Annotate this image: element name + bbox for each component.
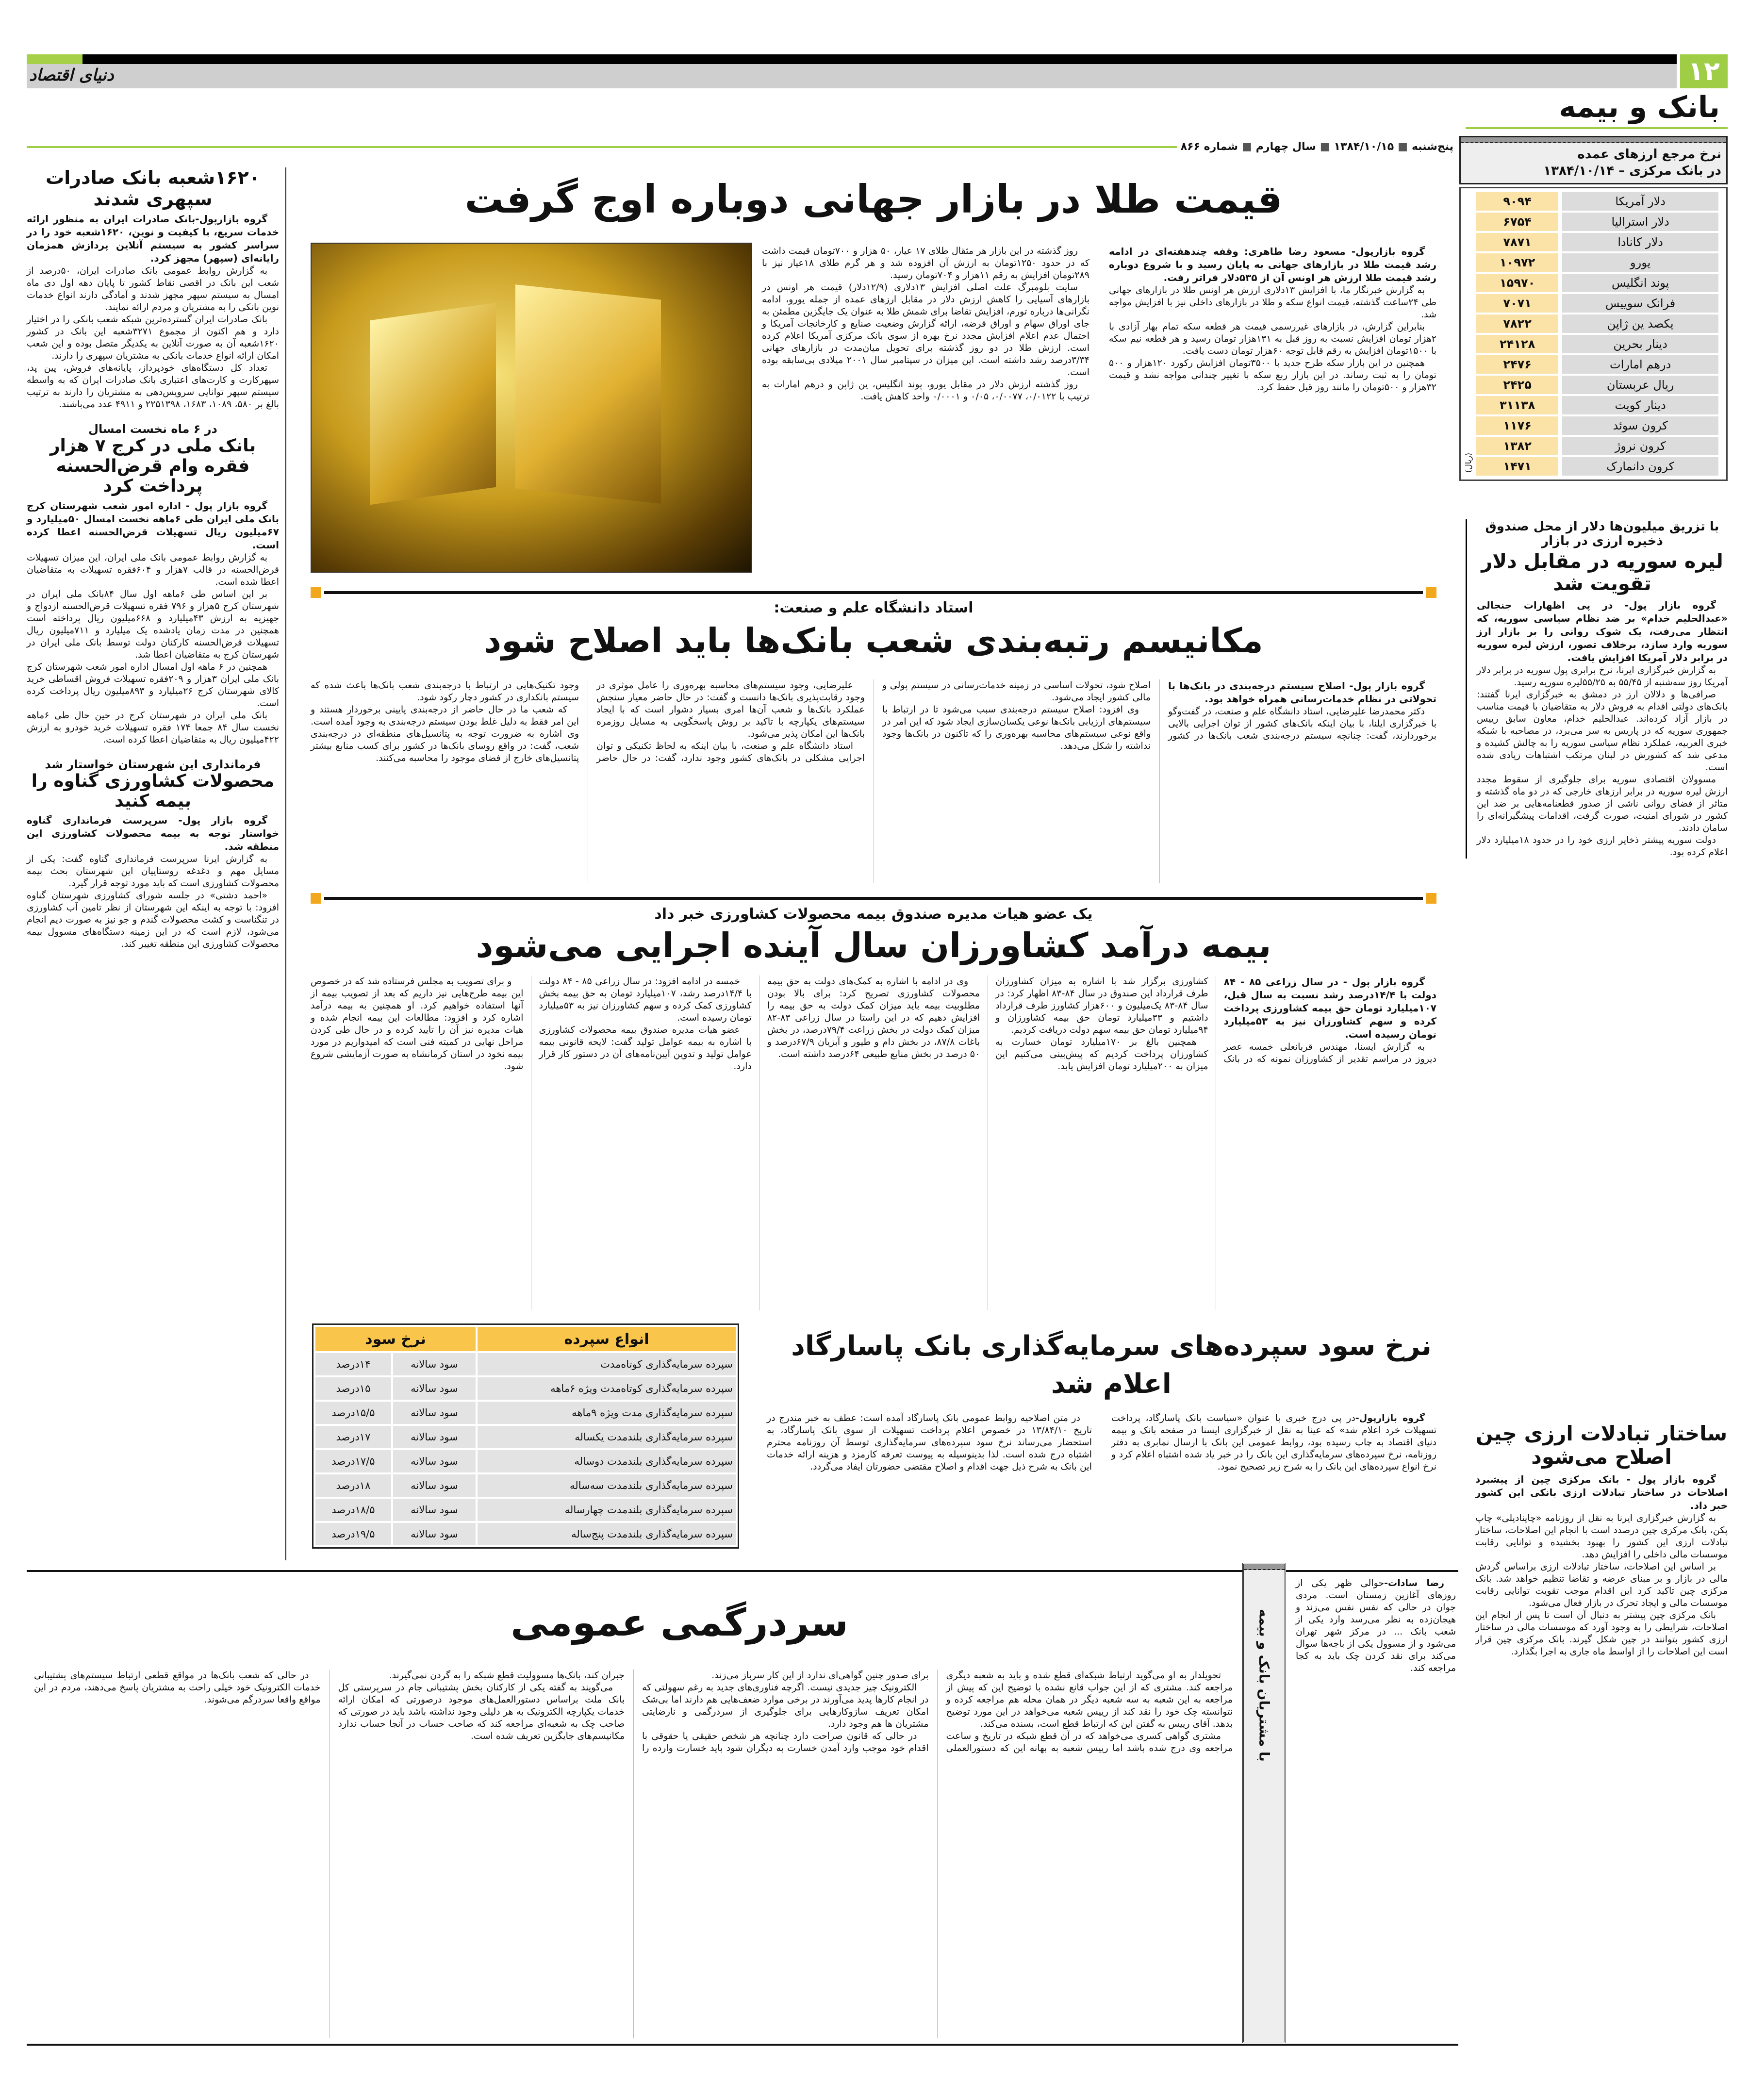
paragraph: که شعب ما در حال حاضر از درجه‌بندی پایینی برخوردار هستند و این امر فقط به دلیل غلط بودن سیستم درجه‌بندی به وجود آمده است. وی اشاره به ضرورت توجه به پتانسیل‌های منطقه‌ای در درجه‌بندی شعب، گفت: در واقع روسای بانک‌ها در کشور برای کسب منابع بیشتر پتانسیل‌های خارج از فضای موجود را محاسبه می‌کنند. — [311, 704, 579, 763]
rate-row — [1476, 274, 1718, 292]
paragraph: دکتر محمدرضا علیرضایی، استاد دانشگاه علم و صنعت، در گفت‌وگو با خبرگزاری ایلنا، با بیان اینکه بانک‌های کشور از توان اجرایی بالایی برخوردارند، گفت: چنانچه سیستم درجه‌بندی شعب بانک‌ها در کشور اصلاح شود، تحولات اساسی در زمینه خدمات‌رسانی در سیستم پولی و مالی کشور ایجاد می‌شود. — [882, 680, 1436, 741]
pasargad-lead-label: گروه بازارپول- — [1355, 1413, 1425, 1423]
deposit-period: سود سالانه — [393, 1426, 476, 1448]
paragraph: می‌گویند به گفته یکی از کارکنان بخش پشتیبانی جام در سرپرستی کل بانک ملت براساس دستورالعمل‌های موجود درصورتی که امکان ارائه خدمات یکپارچه الکترونیک به هر دلیلی وجود نداشته باشد باید در صورتی که صاحب چک به شعبه‌ای مراجعه کند که صاحب حساب در آنجا حساب ندارد مکانیسم‌های جایگزین تعریف شده است. — [338, 1682, 625, 1741]
pasargad-paragraphs — [767, 1412, 1092, 1473]
rate-row — [1476, 213, 1718, 231]
newspaper-logo: دنیای اقتصاد — [29, 66, 114, 85]
rates-subtitle: در بانک مرکزی – ۱۳۸۴/۱۰/۱۴ — [1543, 164, 1721, 178]
paragraph: در متن اصلاحیه روابط عمومی بانک پاسارگاد آمده است: عطف به خبر مندرج در تاریخ ۱۳/۸۴/۱۰ در خصوص اعلام پرداخت تسهیلات از سوی بانک پاسارگاد، به استحضار می‌رساند نرخ سود سپرده‌های سرمایه‌گذاری توسط آن روزنامه محترم اشتباه درج شده است. لذا بدینوسیله به پیوست تعرفه کارمزد و هزینه ارائه خدمات این بانک به شرح ذیل جهت اقدام و اصلاح مقتضی حضورتان ایفاد می‌گردد. — [767, 1413, 1092, 1472]
currency-name: دلار آمریکا — [1562, 192, 1718, 211]
currency-name: درهم امارات — [1562, 355, 1718, 374]
ranking-headline: مکانیسم رتبه‌بندی شعب بانک‌ها باید اصلاح شود — [484, 621, 1263, 661]
currency-name: پوند انگلیس — [1562, 274, 1718, 292]
rates-title: نرخ مرجع ارزهای عمده — [1577, 147, 1721, 162]
ranking-lead: گروه بازار پول- اصلاح سیستم درجه‌بندی در بانک‌ها با تحولاتی در نظام خدمات‌رسانی همراه خواهد بود. — [1168, 680, 1436, 705]
rates-unit: (ریال) — [1464, 452, 1473, 473]
currency-name: دینار کویت — [1562, 396, 1718, 414]
currency-name: یکصد ین ژاپن — [1562, 314, 1718, 333]
confusion-side-label-box — [1242, 1563, 1286, 2043]
deposit-type: سپرده سرمایه‌گذاری کوتاه‌مدت ویژه ۶ماهه — [478, 1377, 736, 1400]
paragraph: «احمد دشتی» در جلسه شورای کشاورزی شهرستان گناوه افزود: با توجه به اینکه این شهرستان از نظر تامین آب کشاورزی در تنگناست و کشت محصولات گندم و جو نیز به صورت دیم انجام می‌شود، لازم است که در این زمینه دستگاه‌های مسوول بیمه محصولات کشاورزی این منطقه تغییر کند. — [27, 890, 279, 950]
china-body — [1475, 1512, 1728, 1658]
article-syria — [1466, 519, 1728, 859]
deposit-rate: ۱۹/۵درصد — [315, 1523, 391, 1545]
deposit-period: سود سالانه — [393, 1474, 476, 1497]
dateline-year: سال چهارم — [1255, 141, 1316, 153]
deposit-rate: ۱۵درصد — [315, 1377, 391, 1400]
paragraph: علیرضایی، وجود سیستم‌های محاسبه بهره‌وری را عامل موثری در وجود رقابت‌پذیری بانک‌ها دانست و گفت: در حال حاضر معیار سنجش عملکرد بانک‌ها و شعب آن‌ها امری بسیار دشوار است که با ایجاد سیستم‌های یکپارچه با تاکید بر روش پاسخگویی به مسایل روزمره بانک‌ها این امکان پذیر می‌شود. — [596, 680, 865, 739]
pasargad-body — [767, 1412, 1436, 1555]
deposit-rate: ۱۷/۵درصد — [315, 1450, 391, 1472]
deposit-period: سود سالانه — [393, 1450, 476, 1472]
deposit-type: سپرده سرمایه‌گذاری بلندمدت یکساله — [478, 1426, 736, 1448]
ranking-kicker: استاد دانشگاه علم و صنعت: — [774, 599, 974, 616]
melli-body — [27, 552, 279, 746]
deposit-type: سپرده سرمایه‌گذاری بلندمدت دوساله — [478, 1450, 736, 1472]
rate-row — [1476, 437, 1718, 455]
dateline: پنج‌شنبه ■ ۱۳۸۴/۱۰/۱۵ ■ سال چهارم ■ شماره ۸۶۶ — [27, 141, 1453, 153]
currency-rate: ۹۰۹۴ — [1476, 192, 1558, 211]
deposit-row — [315, 1450, 736, 1472]
paragraph: به گزارش روابط عمومی بانک ملی ایران، این میزان تسهیلات قرض‌الحسنه در قالب ۷هزار و ۶۰۴فقره تسهیلات به متقاضیان اعطا شده است. — [27, 552, 279, 587]
paragraph: وی در ادامه با اشاره به کمک‌های دولت به حق بیمه محصولات کشاورزی تصریح کرد: برای بالا بودن مطلوبیت بیمه باید میزان کمک دولت به حق بیمه را افزایش دهیم که در این راستا در سال زراعی ۸۳-۸۲ میزان کمک دولت در بخش زراعت ۷۹/۴درصد، در بخش باغات ۸۷/۸، در بخش دام و طیور و آبزیان ۶۷/۹درصد و ۵۰ درصد در بخش منابع طبیعی ۶۴درصد داشته است. — [767, 976, 980, 1059]
saderat-body — [27, 265, 279, 411]
insurance-headline: بیمه درآمد کشاورزان سال آینده اجرایی می‌شود — [476, 926, 1271, 965]
paragraph: و برای تصویب به مجلس فرستاده شد که در خصوص این بیمه طرح‌هایی نیز داریم که بعد از تصویب بیمه از آنها استفاده خواهیم کرد. او همچنین به بیمه درآمد اشاره کرد و افزود: مطالعات این بیمه انجام شده و هیات مدیره نیز آن را تایید کرده و در حال طی کردن مراحل نهایی در کمیته فنی است که امیدواریم در مورد بیمه نخود در استان کرمانشاه به صورت آزمایشی شروع شود. — [311, 976, 524, 1072]
saderat-lead: گروه بازارپول-بانک صادرات ایران به منظور ارائه خدمات سریع، با کیفیت و نوین، ۱۶۲۰شعبه خود را در سراسر کشور به سیستم آنلاین پردازش همزمان رایانه‌ای (سپهر) مجهز کرد. — [27, 213, 279, 265]
deposit-row — [315, 1499, 736, 1521]
confusion-lead-column — [1296, 1577, 1456, 1674]
deposit-period: سود سالانه — [393, 1377, 476, 1400]
china-headline: ساختار تبادلات ارزی چین اصلاح می‌شود — [1475, 1422, 1728, 1469]
left-column — [27, 167, 279, 950]
paragraph: بر اساس این اصلاحات، ساختار تبادلات ارزی براساس گردش مالی در بازار و بر مبنای عرضه و تقاضا تنظیم خواهد شد. بانک مرکزی چین تاکید کرد این اقدام موجب تقویت توانایی رقابت موسسات مالی و ایجاد تحرک در بازار فعال می‌شود. — [1475, 1561, 1728, 1608]
insurance-body — [311, 976, 1436, 1310]
currency-rate: ۷۰۷۱ — [1476, 294, 1558, 313]
left-divider — [285, 167, 286, 1560]
ganaveh-headline: محصولات کشاورزی گناوه را بیمه کنید — [31, 771, 275, 811]
currency-rate: ۳۱۱۳۸ — [1476, 396, 1558, 414]
paragraph: به گزارش روابط عمومی بانک صادرات ایران، ۵۰درصد از شعب این بانک در اقصی نقاط کشور تا پایان دهه اول دی ماه امسال به سیستم سپهر مجهز شدند و آمادگی دارند انواع خدمات نوین بانکی را به مشتریان و مردم ارائه نمایند. — [27, 265, 279, 313]
melli-lead: گروه بازار پول - اداره امور شعب شهرستان کرج بانک ملی ایران طی ۶ماهه نخست امسال ۵۰میلیارد و ۶۷میلیون ریال تسهیلات قرض‌الحسنه اعطا کرده است. — [27, 499, 279, 551]
deposit-period: سود سالانه — [393, 1499, 476, 1521]
china-lead: گروه بازار پول - بانک مرکزی چین از پیشبرد اصلاحات در ساختار تبادلات ارزی بانکی این کشور خبر داد. — [1475, 1473, 1728, 1511]
saderat-headline: ۱۶۲۰شعبه بانک صادرات سپهری شدند — [46, 167, 260, 210]
deposit-type: سپرده سرمایه‌گذاری مدت ویژه ۹ماهه — [478, 1402, 736, 1424]
dateline-issue: شماره ۸۶۶ — [1180, 141, 1238, 153]
page-number: ۱۲ — [1680, 54, 1728, 88]
rates-box — [1459, 136, 1728, 184]
currency-name: کرون دانمارک — [1562, 457, 1718, 476]
gray-band — [27, 64, 1677, 88]
currency-rate: ۱۳۸۲ — [1476, 437, 1558, 455]
paragraph: به گزارش ایرنا سرپرست فرمانداری گناوه گفت: یکی از مسایل مهم و دغدغه روستاییان این شهرستان بحث بیمه محصولات کشاورزی است که باید مورد توجه قرار گیرد. — [27, 854, 279, 889]
rate-row — [1476, 416, 1718, 435]
paragraph: مسوولان اقتصادی سوریه برای جلوگیری از سقوط مجدد ارزش لیره سوریه در برابر ارزهای خارجی که در دو ماه گذشته و متاثر از فضای روانی ناشی از صدور قطعنامه‌هایی بر ضد این کشور در شورای امنیت، صورت گرفت، اقدامات پیشگیرانه‌ای را سامان دادند. — [1477, 774, 1728, 833]
syria-lead: گروه بازار پول- در پی اظهارات جنجالی «عبدالحلیم خدام» بر ضد نظام سیاسی سوریه، که انتظار می‌رفت، یک شوک روانی را بر بازار ارز سوریه وارد سازد، برخلاف تصور، ارزش لیره سوریه در برابر دلار آمریکا افزایش یافت. — [1477, 599, 1728, 663]
paragraph: بنابراین گزارش، در بازارهای غیررسمی قیمت هر قطعه سکه تمام بهار آزادی با ۲هزار تومان افزایش نسبت به روز قبل به ۱۳۱هزار تومان رسید و هر قطعه نیم سکه با ۱۵۰۰تومان افزایش به رقم قابل توجه ۶۰هزار تومان دست یافت. — [1109, 321, 1436, 356]
paragraph: بانک ملی ایران در شهرستان کرج در حین حال طی ۶ماهه نخست سال ۸۴ جمعا ۱۷۴ فقره تسهیلات خرید خودرو به ارزش ۴۲۲میلیون ریال به متقاضیان اعطا کرده است. — [27, 710, 279, 745]
currency-rate: ۲۴۲۵ — [1476, 376, 1558, 394]
top-bar-accent — [27, 54, 82, 64]
gold-body — [762, 245, 1436, 575]
paragraph: بانک مرکزی چین پیشتر به دنبال آن است تا پس از انجام این اصلاحات، شرایطی را به وجود آورد که موسسات مالی در ساختار ارزی کشور بتوانند در چین شکل گیرند. بانک مرکزی چین قرار است این اصلاحات را از اواسط ماه جاری به اجرا بگذارد. — [1475, 1609, 1728, 1657]
currency-rate: ۷۸۷۱ — [1476, 233, 1558, 251]
paragraph: خمسه در ادامه افزود: در سال زراعی ۸۵ - ۸۴ دولت با ۱۴/۴درصد رشد، ۱۰۷میلیارد تومان به حق بیمه بخش کشاورزی کمک کرده و سهم کشاورزان نیز به ۵۳میلیارد تومان رسیده است. — [539, 976, 752, 1023]
insurance-kicker: یک عضو هیات مدیره صندوق بیمه محصولات کشاورزی خبر داد — [654, 906, 1093, 923]
currency-name: کرون نروژ — [1562, 437, 1718, 455]
deposit-type: سپرده سرمایه‌گذاری کوتاه‌مدت — [478, 1353, 736, 1375]
deposit-row — [315, 1523, 736, 1545]
confusion-headline: سردرگمی عمومی — [511, 1601, 848, 1645]
deposit-type: سپرده سرمایه‌گذاری بلندمدت سه‌ساله — [478, 1474, 736, 1497]
gold-lead: گروه بازارپول- مسعود رضا طاهری: وقفه چندهفته‌ای در ادامه رشد قیمت طلا در بازارهای جهانی به پایان رسید و با شروع دوباره رشد قیمت طلا ارزش هر اونس آن از ۵۳۵دلار فراتر رفت. — [1109, 246, 1436, 283]
rate-row — [1476, 355, 1718, 374]
paragraph: به گزارش خبرگزاری ایرنا، نرخ برابری پول سوریه در برابر دلار آمریکا روز سه‌شنبه از ۵۵/۴۵ به ۵۵/۲۵لیره سوریه رسید. — [1477, 665, 1728, 688]
deposit-type: سپرده سرمایه‌گذاری بلندمدت پنج‌ساله — [478, 1523, 736, 1545]
paragraph: صرافی‌ها و دلالان ارز در دمشق به خبرگزاری ایرنا گفتند: بانک‌های دولتی اقدام به فروش دلار به متقاضیان با قیمت مناسب در بازار آزاد کرده‌اند. عبدالحلیم خدام، معاون سابق رییس جمهوری سوریه که در پاریس به سر می‌برد، در مصاحبه با شبکه خبری العربیه، عملکرد نظام سیاسی سوریه را به چالش کشیده و مدعی شد که کشورش در لبنان مرتکب اشتباهات زیادی شده است. — [1477, 689, 1728, 773]
paragraph: استاد دانشگاه علم و صنعت، با بیان اینکه به لحاظ تکنیکی و توان اجرایی مشکلی در بانک‌های کشور وجود ندارد، گفت: در حال حاضر وجود تکنیک‌هایی در ارتباط با درجه‌بندی شعب بانک‌ها باعث شده که سیستم بانکداری در کشور دچار رکود شود. — [311, 680, 865, 763]
rate-row — [1476, 335, 1718, 353]
ganaveh-lead: گروه بازار پول- سرپرست فرمانداری گناوه خواستار توجه به بیمه محصولات کشاورزی این منطقه شد. — [27, 814, 279, 853]
paragraph: مشتری گواهی کسری می‌خواهد که در آن قطع شبکه در تاریخ و ساعت مراجعه وی درج شده باشد اما رییس شعبه به بهانه این که دستورالعملی برای صدور چنین گواهی‌ای ندارد از این کار سرباز می‌زند. — [711, 1670, 1233, 1753]
ganaveh-body — [27, 853, 279, 950]
currency-rate: ۱۵۹۷۰ — [1476, 274, 1558, 292]
deposit-row — [315, 1377, 736, 1400]
currency-name: یورو — [1562, 253, 1718, 272]
deposit-period: سود سالانه — [393, 1523, 476, 1545]
insurance-lead: گروه بازار پول - در سال زراعی ۸۵ - ۸۴ دولت با ۱۴/۴درصد رشد نسبت به سال قبل، ۱۰۷میلیارد تومان حق بیمه کشاورزی پرداخت کرده و سهم کشاورزان نیز به ۵۳میلیارد تومان رسیده است. — [1223, 976, 1437, 1040]
confusion-lead: حوالی ظهر یکی از روزهای آغازین زمستان است. مردی جوان در حالی که نفس نفس می‌زند و هیجان‌زده به نظر می‌رسد وارد یکی از شعب بانک ... در مرکز شهر تهران می‌شود و از مسوول یکی از باجه‌ها سوال می‌کند برای نقد کردن چک باید به کجا مراجعه کند. — [1296, 1578, 1456, 1673]
paragraph: روز گذشته در این بازار هر مثقال طلای ۱۷ عیار، ۵۰ هزار و ۷۰۰تومان قیمت داشت که در حدود ۱۲۵۰تومان به ارزش آن افزوده شد و هر گرم طلای ۱۸عیار نیز با ۲۸۹تومان افزایش به رقم ۱۱هزار و ۷۰۴تومان رسید. — [762, 246, 1090, 281]
pasargad-lead: در پی درج خبری با عنوان «سیاست بانک پاسارگاد، پرداخت تسهیلات خرد اعلام شد» که عینا به نقل از خبرگزاری ایسنا در صفحه بانک و بیمه دنیای اقتصاد به چاپ رسیده بود، روابط عمومی این بانک با ارسال نمابری به دفتر روزنامه، نرخ سپرده‌های سرمایه‌گذاری این بانک را در خبر یاد شده اشتباه اعلام کرد و نرخ انواع سپرده‌های این بانک را به شرح زیر تصحیح نمود. — [1111, 1413, 1436, 1472]
dateline-date: ۱۳۸۴/۱۰/۱۵ — [1334, 141, 1394, 153]
syria-body — [1477, 664, 1728, 859]
currency-name: دلار کانادا — [1562, 233, 1718, 251]
deposit-rate: ۱۴درصد — [315, 1353, 391, 1375]
dateline-day: پنج‌شنبه — [1411, 141, 1453, 153]
paragraph: الکترونیک چیز جدیدی نیست. اگرچه فناوری‌های جدید به رغم سهولتی که در انجام کارها پدید می‌آورند در برخی موارد ضعف‌هایی هم دارند اما بی‌شک امکان تعریف سازوکارهایی برای جلوگیری از سردرگمی و نارضایتی مشتریان ها هم وجود دارد. — [642, 1682, 929, 1729]
currency-rate: ۶۷۵۴ — [1476, 213, 1558, 231]
currency-rate: ۱۱۷۶ — [1476, 416, 1558, 435]
syria-kicker: با تزریق میلیون‌ها دلار از محل صندوق ذخیره ارزی در بازار — [1485, 519, 1719, 548]
deposit-row — [315, 1402, 736, 1424]
deposit-rate: ۱۸/۵درصد — [315, 1499, 391, 1521]
paragraph: روز گذشته ارزش دلار در مقابل یورو، پوند انگلیس، ین ژاپن و درهم امارات به ترتیب با ۰/۰۱۲۲، ۰/۰۰۷۷، ۰/۰۵ و ۰/۰۰۰۱ واحد کاهش یافت. — [762, 379, 1089, 402]
section-divider — [311, 587, 1436, 598]
top-bar — [27, 54, 1677, 64]
paragraph: دولت سوریه پیشتر ذخایر ارزی خود را در حدود ۱۸میلیارد دلار اعلام کرده بود. — [1477, 835, 1728, 858]
rate-row — [1476, 253, 1718, 272]
paragraph: تحویلدار به او می‌گوید ارتباط شبکه‌ای قطع شده و باید به شعبه دیگری مراجعه کند. مشتری که از این جواب قانع نشده با توضیح این که پیش از مراجعه به این شعبه به سه شعبه دیگر در همان محله هم مراجعه کرده و نتوانسته چک خود را نقد کند از رییس شعبه می‌خواهد در این مورد توضیح بدهد. آقای رییس به گفتن این که ارتباط قطع است، بسنده می‌کند. — [946, 1670, 1233, 1729]
section-divider — [311, 893, 1436, 904]
rates-table — [1459, 187, 1728, 481]
deposit-row — [315, 1353, 736, 1375]
syria-headline: لیره سوریه در مقابل دلار تقویت شد — [1481, 550, 1723, 595]
deposit-rate-header: نرخ سود — [315, 1327, 476, 1351]
rate-row — [1476, 233, 1718, 251]
currency-rate: ۱۴۷۱ — [1476, 457, 1558, 476]
currency-name: فرانک سوییس — [1562, 294, 1718, 313]
currency-rate: ۱۰۹۷۲ — [1476, 253, 1558, 272]
deposit-period: سود سالانه — [393, 1402, 476, 1424]
rate-row — [1476, 396, 1718, 414]
melli-headline: بانک ملی در کرج ۷ هزار فقره وام قرض‌الحسنه پرداخت کرد — [50, 436, 256, 496]
paragraph: به گزارش ایسنا، مهندس قربانعلی خمسه عصر دیروز در مراسم تقدیر از کشاورزان نمونه که در بانک کشاورزی برگزار شد با اشاره به میزان کشاورزان طرف قرارداد این صندوق در سال ۸۴-۸۳ اظهار کرد: در سال ۸۴-۸۳ یک‌میلیون و ۶۰۰هزار کشاورز طرف قرارداد داشتیم و ۳۳میلیارد تومان حق بیمه کشاورزان و ۹۴میلیارد تومان حق بیمه سهم دولت دریافت کردیم. — [995, 976, 1436, 1064]
rate-row — [1476, 314, 1718, 333]
currency-name: دلار استرالیا — [1562, 213, 1718, 231]
paragraph: در حالی که شعب بانک‌ها در مواقع قطعی ارتباط سیستم‌های پشتیبانی خدمات الکترونیک خود خیلی راحت به مشتریان پاسخ می‌دهند، مردم در این مواقع واقعا سردرگم می‌شوند. — [34, 1670, 321, 1705]
deposit-rate: ۱۵/۵درصد — [315, 1402, 391, 1424]
currency-name: کرون سوئد — [1562, 416, 1718, 435]
rate-row — [1476, 192, 1718, 211]
deposit-type: سپرده سرمایه‌گذاری بلندمدت چهارساله — [478, 1499, 736, 1521]
section-title: بانک و بیمه — [1559, 90, 1720, 124]
ganaveh-kicker: فرمانداری این شهرستان خواستار شد — [45, 757, 261, 771]
rate-row — [1476, 376, 1718, 394]
confusion-paragraphs — [34, 1670, 1233, 1754]
confusion-byline: رضا سادات- — [1384, 1578, 1444, 1588]
deposit-row — [315, 1474, 736, 1497]
paragraph: همچنین در ۶ ماهه اول امسال اداره امور شعب شهرستان کرج بانک ملی ایران ۳هزار و ۲۰۹فقره تسهیلات فروش اقساطی خرید کالای شهرستان کرج ۲۶میلیارد و ۸۹۳میلیون ریال پرداخت کرده است. — [27, 661, 279, 709]
gold-bars-image — [311, 243, 752, 573]
gold-headline: قیمت طلا در بازار جهانی دوباره اوج گرفت — [464, 177, 1283, 222]
deposit-row — [315, 1426, 736, 1448]
deposit-rate: ۱۷درصد — [315, 1426, 391, 1448]
paragraph: به گزارش خبرنگار ما، با افزایش ۱۳دلاری ارزش هر اونس طلا در بازارهای جهانی طی ۲۴ساعت گذشته، قیمت انواع سکه و طلا در بازارهای داخلی نیز با افزایش مواجه شد. — [1109, 285, 1437, 320]
paragraph: همچنین بالغ بر ۱۷۰میلیارد تومان خسارت به کشاورزان پرداخت کردیم که پیش‌بینی می‌کنیم این میزان به ۲۰۰میلیارد تومان افزایش یابد. — [995, 1037, 1208, 1072]
paragraph: بانک صادرات ایران گسترده‌ترین شبکه شعب بانکی را در اختیار دارد و هم اکنون از مجموع ۳۲۷۱شعبه این بانک در کشور ۱۶۲۰شعبه آن به صورت آنلاین به یکدیگر متصل بوده و این شعب امکان ارائه انواع خدمات بانکی به مشتریان سپهری را دارند. — [27, 314, 280, 362]
pasargad-headline: نرخ سود سپرده‌های سرمایه‌گذاری بانک پاسارگاد اعلام شد — [791, 1330, 1432, 1400]
confusion-side-label: با مشتریان بانک و بیمه — [1256, 1609, 1272, 1762]
confusion-body — [34, 1670, 1233, 2038]
currency-name: ریال عربستان — [1562, 376, 1718, 394]
paragraph: وی افزود: اصلاح سیستم درجه‌بندی سبب می‌شود تا در ارتباط با سیستم‌های ارزیابی بانک‌ها نوعی یکسان‌سازی ایجاد شود که این امر در واقع نوعی سیستم‌های محاسبه بهره‌وری را که تاکنون در بانک‌ها وجود نداشته را شکل می‌دهد. — [882, 704, 1151, 751]
deposit-period: سود سالانه — [393, 1353, 476, 1375]
currency-rate: ۷۸۲۲ — [1476, 314, 1558, 333]
rate-row — [1476, 294, 1718, 313]
deposit-type-header: انواع سپرده — [478, 1327, 736, 1351]
paragraph: عضو هیات مدیره صندوق بیمه محصولات کشاورزی با اشاره به بیمه عوامل تولید گفت: لایحه قانونی بیمه عوامل تولید و تدوین آیین‌نامه‌های آن در دستور کار قرار دارد. — [539, 1025, 752, 1072]
rate-row — [1476, 457, 1718, 476]
paragraph: در حالی که قانون صراحت دارد چنانچه هر شخص حقیقی یا حقوقی با اقدام خود موجب وارد آمدن خسارت به دیگران شود باید خسارت وارده را جبران کند، بانک‌ها مسوولیت قطع شبکه را به گردن نمی‌گیرند. — [389, 1670, 929, 1753]
paragraph: به گزارش خبرگزاری ایرنا به نقل از روزنامه «چاینادیلی» چاپ پکن، بانک مرکزی چین درصدد است با انجام این اصلاحات، ساختار تبادلات ارزی این کشور را بهبود بخشیده و توانایی رقابت موسسات مالی داخلی را افزایش دهد. — [1475, 1512, 1728, 1560]
section-rule — [1466, 127, 1728, 129]
article-china — [1466, 1422, 1728, 1658]
paragraph: بر این اساس طی ۶ماهه اول سال ۸۴بانک ملی ایران در شهرستان کرج ۵هزار و ۷۹۶ فقره تسهیلات قرض‌الحسنه ازدواج و جهیزیه به ارزش ۴۳میلیارد و ۶۶۸میلیون ریال پرداخته است همچنین در مدت زمان یادشده یک میلیارد و ۷۱۱میلیون ریال تسهیلات قرض‌الحسنه کارکنان دولت توسط بانک ملی ایران در شهرستان کرج به متقاضیان اعطا شد. — [27, 588, 279, 660]
deposit-rates-table — [312, 1323, 739, 1549]
paragraph: سایت بلومبرگ علت اصلی افزایش ۱۳دلاری (۱۲/۹دلار) قیمت هر اونس در بازارهای آسیایی را کاهش ارزش دلار در مقابل ارزهای عمده از جمله یورو، ادامه نگرانی‌ها درباره تورم، افزایش تقاضا برای شمش طلا به عنوان یک جایگزین مطمئن به جای اوراق سهام و اوراق قرضه، ارائه گزارش وضعیت صنایع و کارخانجات آمریکا و احتمال عدم اعلام افزایش مجدد نرخ بهره از سوی بانک مرکزی آمریکا اعلام کرده است. ارزش طلا در دو روز گذشته برای تحویل میان‌مدت در بازارهای جهانی ۳/۳۴درصد رشد داشته است. این میزان در سپتامبر سال ۲۰۰۱ میلادی بی‌سابقه بوده است. — [762, 282, 1089, 378]
ranking-body — [311, 679, 1436, 883]
currency-rate: ۲۴۷۶ — [1476, 355, 1558, 374]
currency-rate: ۲۴۱۲۸ — [1476, 335, 1558, 353]
paragraph: تعداد کل دستگاه‌های خودپرداز، پایانه‌های فروش، پین پد، سپهرکارت و کارت‌های اعتباری بانک صادرات ایران که به واسطه سیستم سپهر توانایی سرویس‌دهی به مشتریان را دارند به ترتیب بالغ بر ۵۸۰، ۱۰۸۹، ۱۶۸۳، ۲۲۵۱۳۹۸ و ۴۹۱۱ عدد می‌باشند. — [27, 363, 279, 410]
paragraph: همچنین در این بازار سکه طرح جدید با ۳۵۰۰تومان افزایش رکورد ۱۲۰هزار و ۵۰۰ تومان را به ثبت رساند. در این بازار ربع سکه با تغییر چندانی مواجه نشد و قیمت ۳۲هزار و ۵۰۰تومان را مانند روز قبل حفظ کرد. — [1109, 358, 1436, 393]
deposit-rate: ۱۸درصد — [315, 1474, 391, 1497]
currency-name: دینار بحرین — [1562, 335, 1718, 353]
melli-kicker: در ۶ ماه نخست امسال — [88, 422, 217, 436]
